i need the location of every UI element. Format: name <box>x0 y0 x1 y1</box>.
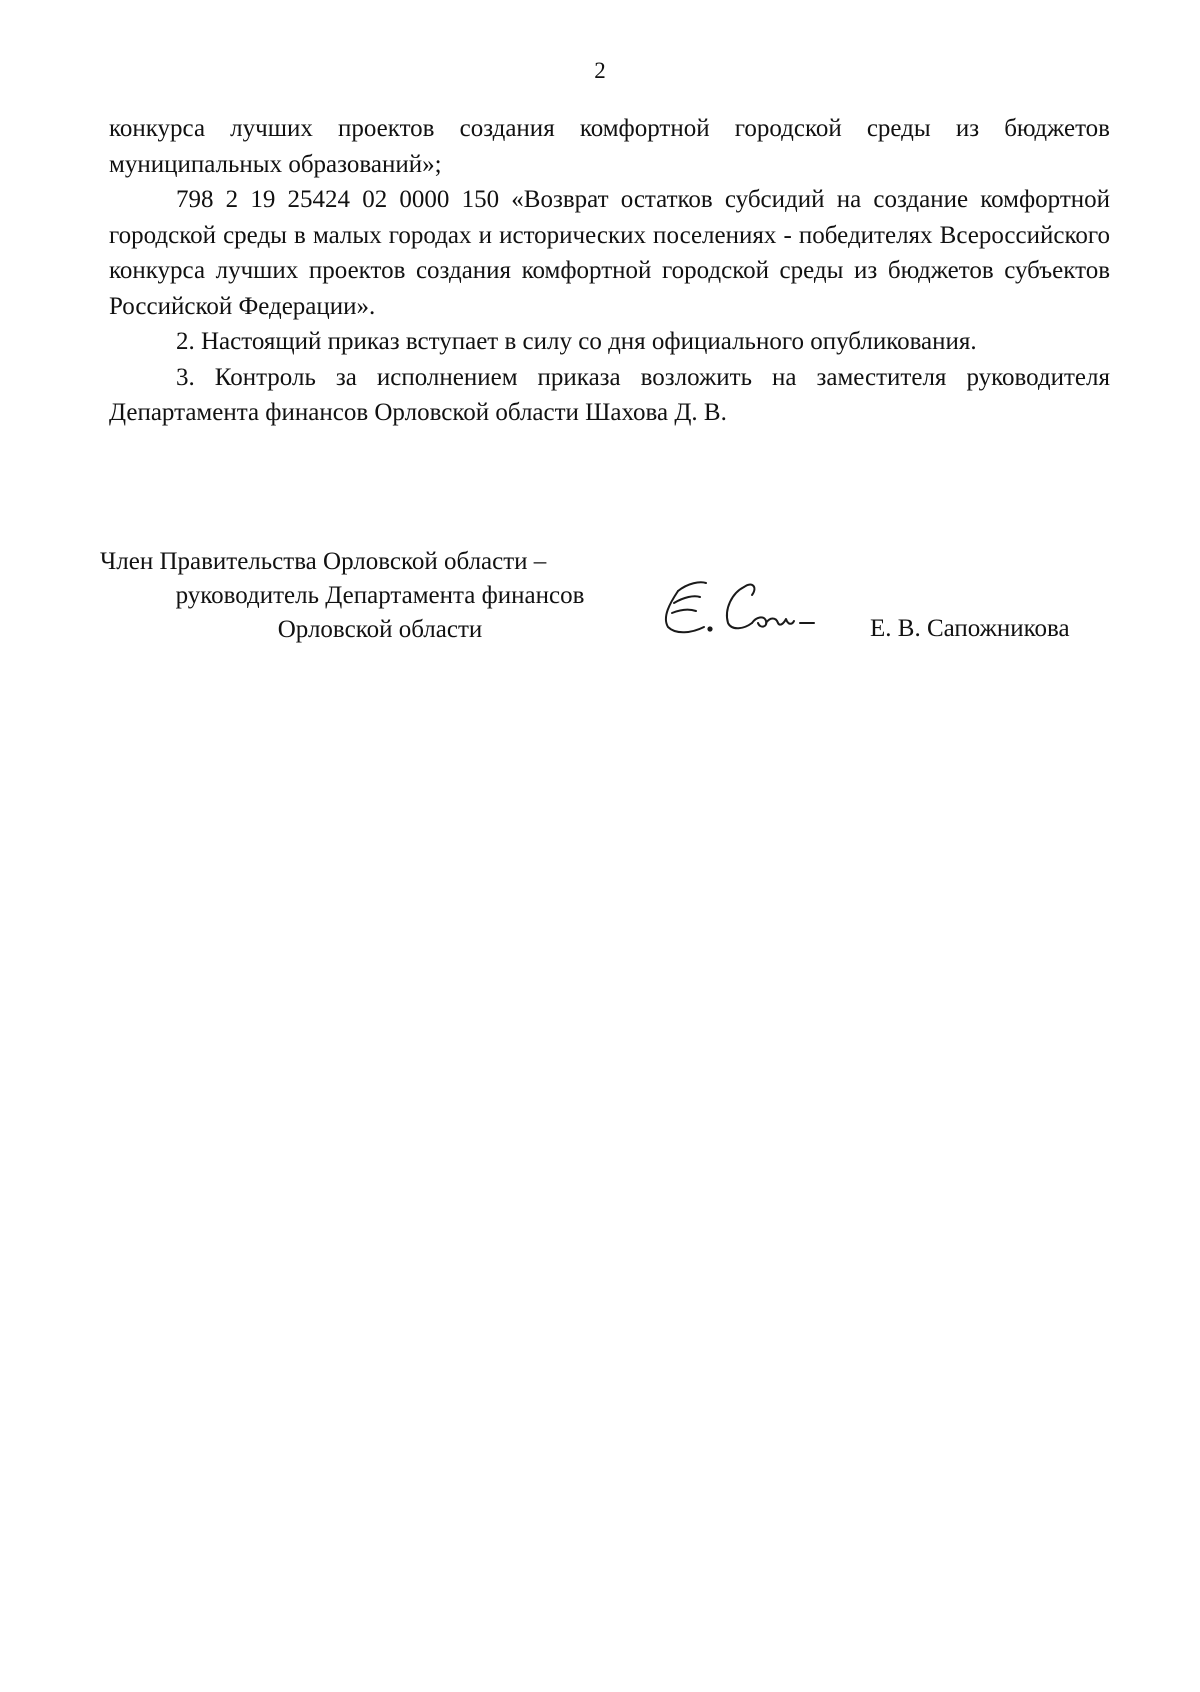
document-body <box>109 111 1110 431</box>
signer-position-line-2: руководитель Департамента финансов <box>175 582 585 609</box>
paragraph-control: 3. Контроль за исполнением приказа возложить на заместителя руководителя Департамента финансов Орловской области Шахова Д. В. <box>109 363 1110 426</box>
signer-position-line-3: Орловской области <box>277 616 483 643</box>
page-number: 2 <box>594 58 606 83</box>
signer-name: Е. В. Сапожникова <box>870 615 1070 642</box>
signer-position <box>100 545 660 647</box>
paragraph-budget-code: 798 2 19 25424 02 0000 150 «Возврат остатков субсидий на создание комфортной городской среды в малых городах и исторических поселениях - победителях Всероссийского конкурса лучших проектов создания комфортной городской среды из бюджетов субъектов Российской Федерации». <box>109 186 1110 320</box>
signer-position-line-1: Член Правительства Орловской области – <box>100 548 547 575</box>
paragraph-effective-date: 2. Настоящий приказ вступает в силу со дня официального опубликования. <box>176 328 977 355</box>
signature-block <box>0 545 1200 665</box>
paragraph-continuation: конкурса лучших проектов создания комфортной городской среды из бюджетов муниципальных образований»; <box>109 115 1110 178</box>
handwritten-signature <box>648 573 818 643</box>
